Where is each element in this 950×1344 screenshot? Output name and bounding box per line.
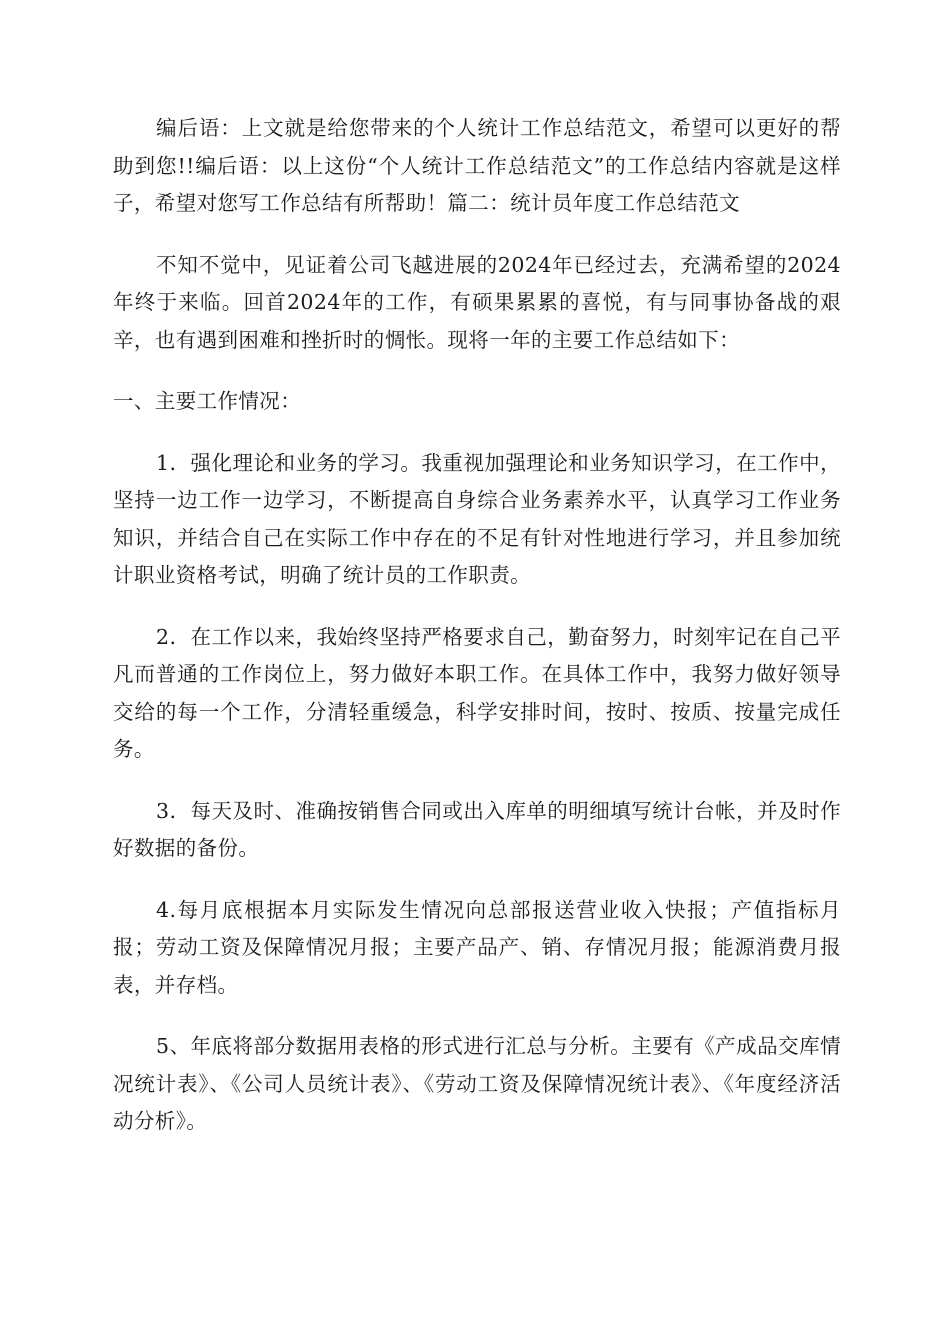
item-4-paragraph: 4.每月底根据本月实际发生情况向总部报送营业收入快报；产值指标月报；劳动工资及保障情况月报；主要产品产、销、存情况月报；能源消费月报表，并存档。 [113, 897, 841, 997]
item-5-paragraph: 5、年底将部分数据用表格的形式进行汇总与分析。主要有《产成品交库情况统计表》、《公司人员统计表》、《劳动工资及保障情况统计表》、《年度经济活动分析》。 [113, 1034, 841, 1133]
section-heading: 一、主要工作情况： [113, 389, 302, 413]
editor-note-paragraph: 编后语：上文就是给您带来的个人统计工作总结范文，希望可以更好的帮助到您!!编后语：以上这份“个人统计工作总结范文”的工作总结内容就是这样子，希望对您写工作总结有所帮助！篇二：统计员年度工作总结范文 [113, 116, 841, 215]
item-1-paragraph: 1．强化理论和业务的学习。我重视加强理论和业务知识学习，在工作中，坚持一边工作一边学习，不断提高自身综合业务素养水平，认真学习工作业务知识，并结合自己在实际工作中存在的不足有针对性地进行学习，并且参加统计职业资格考试，明确了统计员的工作职责。 [113, 450, 841, 587]
item-3-paragraph: 3．每天及时、准确按销售合同或出入库单的明细填写统计台帐，并及时作好数据的备份。 [113, 798, 841, 860]
document-body [113, 110, 841, 1165]
item-2-paragraph: 2．在工作以来，我始终坚持严格要求自己，勤奋努力，时刻牢记在自己平凡而普通的工作岗位上，努力做好本职工作。在具体工作中，我努力做好领导交给的每一个工作，分清轻重缓急，科学安排时间，按时、按质、按量完成任务。 [113, 624, 841, 761]
intro-paragraph: 不知不觉中，见证着公司飞越进展的2024年已经过去，充满希望的2024年终于来临。回首2024年的工作，有硕果累累的喜悦，有与同事协备战的艰辛，也有遇到困难和挫折时的惆怅。现将一年的主要工作总结如下： [113, 252, 841, 352]
